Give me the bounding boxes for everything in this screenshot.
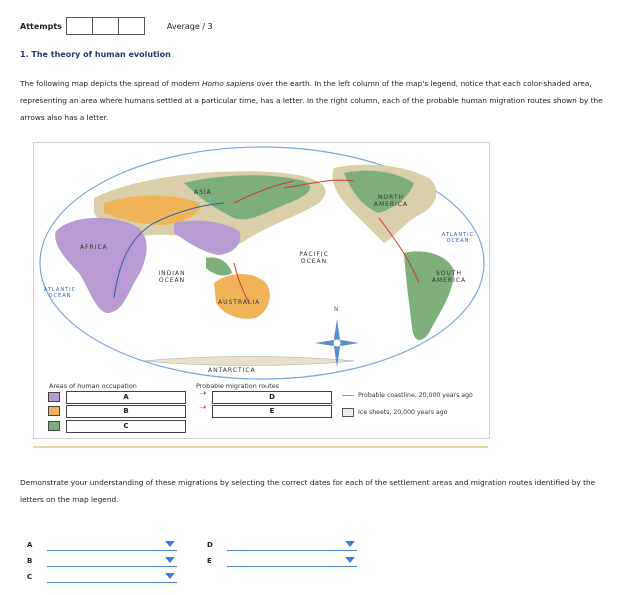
answer-label-c: C: [27, 573, 33, 581]
select-b[interactable]: [47, 556, 177, 567]
label-atlantic-ocean-left: ATLANTIC OCEAN: [43, 287, 77, 299]
answer-label-a: A: [27, 541, 33, 549]
intro-text-2: over the earth. In the left column of the map's legend, notice that each color-shaded area, representing an area where humans settled at a particular time, has a letter. In the right column, each of the probable human migration routes shown by the arrows also has a letter.: [20, 79, 603, 122]
average-score: Average / 3: [166, 21, 213, 31]
chevron-down-icon: [345, 557, 355, 563]
select-e[interactable]: [227, 556, 357, 567]
route-red-icon: ➝: [199, 403, 207, 413]
coastline-text: Probable coastline, 20,000 years ago: [358, 392, 473, 399]
answer-label-b: B: [27, 557, 33, 565]
coastline-icon: [342, 395, 354, 396]
answer-label-d: D: [207, 541, 213, 549]
label-asia: ASIA: [194, 189, 212, 196]
intro-emphasis: Homo sapiens: [201, 79, 255, 88]
ice-sheet-icon: [342, 408, 354, 417]
select-d[interactable]: [227, 540, 357, 551]
chevron-down-icon: [165, 541, 175, 547]
label-australia: AUSTRALIA: [218, 299, 261, 306]
label-compass-north: N: [334, 306, 340, 313]
label-pacific-ocean: PACIFIC OCEAN: [299, 251, 329, 265]
swatch-green: [48, 421, 60, 431]
question-intro: [20, 75, 620, 126]
chevron-down-icon: [165, 573, 175, 579]
swatch-purple: [48, 392, 60, 402]
legend-box-e: E: [212, 405, 332, 418]
answer-label-e: E: [207, 557, 212, 565]
attempts-label: Attempts: [20, 21, 62, 31]
legend-box-c: C: [66, 420, 186, 433]
migration-map: [33, 142, 490, 439]
attempts-row: [20, 17, 213, 35]
chevron-down-icon: [345, 541, 355, 547]
legend-routes-title: Probable migration routes: [196, 382, 279, 390]
attempt-boxes: [66, 17, 145, 35]
legend-box-a: A: [66, 391, 186, 404]
ice-note: [342, 408, 447, 417]
label-indian-ocean: INDIAN OCEAN: [158, 270, 186, 284]
attempt-box: [67, 18, 93, 34]
map-bottom-rule: [33, 446, 488, 448]
intro-text-1: The following map depicts the spread of modern: [20, 79, 202, 88]
legend-areas-title: Areas of human occupation: [49, 382, 137, 390]
swatch-orange: [48, 406, 60, 416]
question-instructions: Demonstrate your understanding of these migrations by selecting the correct dates for each of the settlement areas and migration routes identified by the letters on the map legend.: [20, 478, 596, 504]
legend-box-b: B: [66, 405, 186, 418]
select-c[interactable]: [47, 572, 177, 583]
question-title: 1. The theory of human evolution: [20, 50, 171, 59]
attempt-box: [93, 18, 119, 34]
label-north-america: NORTH AMERICA: [373, 194, 409, 208]
chevron-down-icon: [165, 557, 175, 563]
label-south-america: SOUTH AMERICA: [431, 270, 467, 284]
label-atlantic-ocean-right: ATLANTIC OCEAN: [441, 232, 475, 244]
ice-text: Ice sheets, 20,000 years ago: [358, 409, 448, 416]
attempt-box: [119, 18, 144, 34]
coastline-note: [342, 392, 473, 399]
route-blue-icon: ➝: [199, 389, 207, 399]
label-antarctica: ANTARCTICA: [208, 367, 256, 374]
legend-box-d: D: [212, 391, 332, 404]
label-africa: AFRICA: [80, 244, 108, 251]
select-a[interactable]: [47, 540, 177, 551]
